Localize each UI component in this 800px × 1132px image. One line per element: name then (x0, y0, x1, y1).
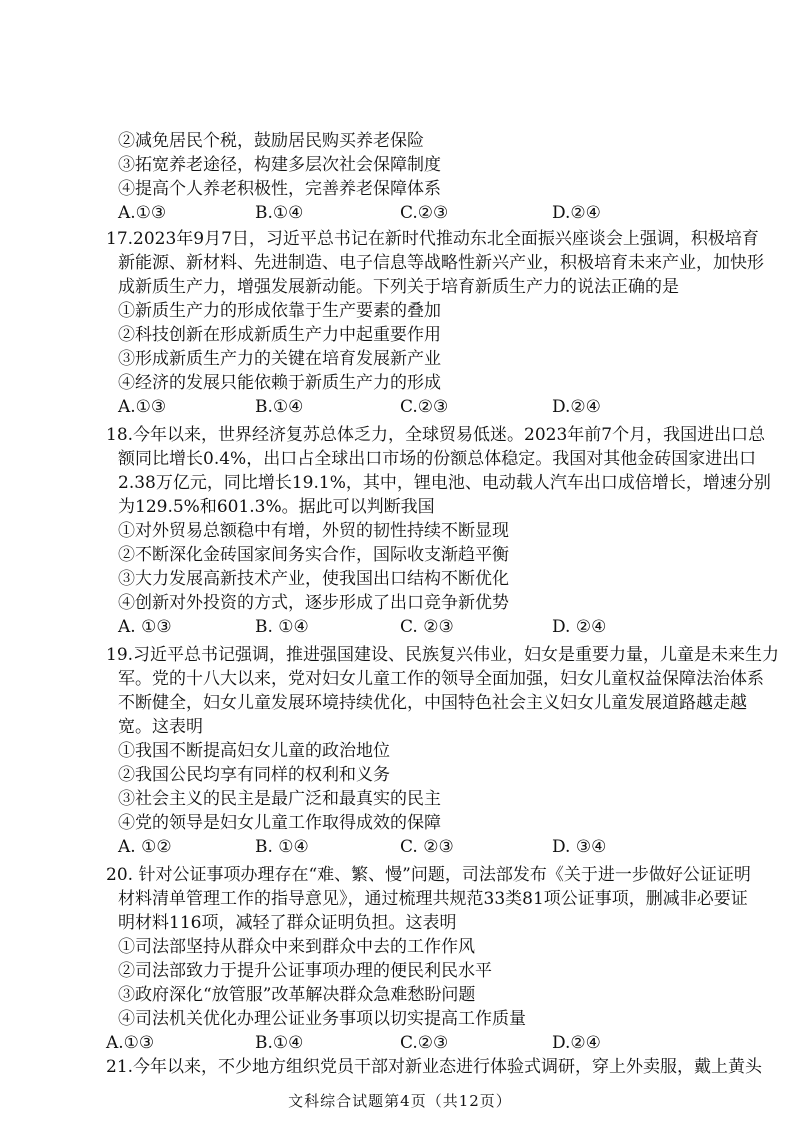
answer-choice-c: C. ②③ (400, 837, 454, 857)
question-stem-line: 新能源、新材料、先进制造、电子信息等战略性新兴产业，积极培育未来产业，加快形 (118, 253, 764, 273)
answer-choice-c: C.②③ (400, 203, 449, 223)
option-item: ②科技创新在形成新质生产力中起重要作用 (118, 325, 441, 345)
option-item: ②我国公民均享有同样的权利和义务 (118, 765, 390, 785)
answer-choice-c: C.②③ (400, 397, 449, 417)
question-stem-line: 17.2023年9月7日，习近平总书记在新时代推动东北全面振兴座谈会上强调，积极培育 (106, 229, 759, 249)
option-item: ④党的领导是妇女儿童工作取得成效的保障 (118, 813, 441, 833)
question-stem-line: 19.习近平总书记强调，推进强国建设、民族复兴伟业，妇女是重要力量，儿童是未来生力 (106, 645, 780, 665)
option-item: ④经济的发展只能依赖于新质生产力的形成 (118, 373, 441, 393)
option-item: ①对外贸易总额稳中有增，外贸的韧性持续不断显现 (118, 521, 509, 541)
answer-choice-d: D.②④ (552, 397, 601, 417)
question-stem-line: 宽。这表明 (118, 717, 203, 737)
question-stem-line: 18.今年以来，世界经济复苏总体乏力，全球贸易低迷。2023年前7个月，我国进出口总 (106, 425, 766, 445)
answer-choice-a: A. ①③ (118, 617, 172, 637)
answer-choice-b: B.①④ (255, 397, 304, 417)
option-item: ②减免居民个税，鼓励居民购买养老保险 (118, 131, 424, 151)
question-stem-line: 2.38万亿元，同比增长19.1%，其中，锂电池、电动载人汽车出口成倍增长，增速分别 (118, 473, 771, 493)
answer-choice-b: B.①④ (255, 1033, 304, 1053)
answer-choice-a: A.①③ (118, 203, 167, 223)
option-item: ④提高个人养老积极性，完善养老保障体系 (118, 179, 441, 199)
answer-choice-a: A. ①② (118, 837, 172, 857)
answer-choice-d: D.②④ (552, 203, 601, 223)
answer-choice-b: B. ①④ (255, 837, 309, 857)
option-item: ④司法机关优化办理公证业务事项以切实提高工作质量 (118, 1009, 526, 1029)
answer-choice-c: C. ②③ (400, 617, 454, 637)
option-item: ③拓宽养老途径，构建多层次社会保障制度 (118, 155, 441, 175)
answer-choice-c: C.②③ (400, 1033, 449, 1053)
answer-choice-b: B.①④ (255, 203, 304, 223)
question-stem-line: 军。党的十八大以来，党对妇女儿童工作的领导全面加强，妇女儿童权益保障法治体系 (118, 669, 764, 689)
question-stem-line: 明材料116项，减轻了群众证明负担。这表明 (118, 913, 457, 933)
option-item: ②不断深化金砖国家间务实合作，国际收支渐趋平衡 (118, 545, 509, 565)
answer-choice-d: D. ②④ (552, 617, 607, 637)
answer-choice-b: B. ①④ (255, 617, 309, 637)
question-stem-line: 为129.5%和601.3%。据此可以判断我国 (118, 497, 435, 517)
page-footer: 文科综合试题第4页（共12页） (288, 1092, 512, 1110)
question-stem-line: 20. 针对公证事项办理存在“难、繁、慢”问题，司法部发布《关于进一步做好公证证明 (106, 865, 751, 885)
option-item: ③社会主义的民主是最广泛和最真实的民主 (118, 789, 441, 809)
option-item: ③大力发展高新技术产业，使我国出口结构不断优化 (118, 569, 509, 589)
option-item: ①新质生产力的形成依靠于生产要素的叠加 (118, 301, 441, 321)
question-stem-line: 21.今年以来，不少地方组织党员干部对新业态进行体验式调研，穿上外卖服，戴上黄头 (106, 1057, 763, 1077)
question-stem-line: 不断健全，妇女儿童发展环境持续优化，中国特色社会主义妇女儿童发展道路越走越 (118, 693, 747, 713)
option-item: ④创新对外投资的方式，逐步形成了出口竞争新优势 (118, 593, 509, 613)
option-item: ②司法部致力于提升公证事项办理的便民利民水平 (118, 961, 492, 981)
question-stem-line: 成新质生产力，增强发展新动能。下列关于培育新质生产力的说法正确的是 (118, 277, 679, 297)
question-stem-line: 额同比增长0.4%，出口占全球出口市场的份额总体稳定。我国对其他金砖国家进出口 (118, 449, 757, 469)
answer-choice-d: D.②④ (552, 1033, 601, 1053)
answer-choice-d: D. ③④ (552, 837, 607, 857)
option-item: ①司法部坚持从群众中来到群众中去的工作作风 (118, 937, 475, 957)
answer-choice-a: A.①③ (106, 1033, 155, 1053)
option-item: ①我国不断提高妇女儿童的政治地位 (118, 741, 390, 761)
answer-choice-a: A.①③ (118, 397, 167, 417)
question-stem-line: 材料清单管理工作的指导意见》，通过梳理共规范33类81项公证事项，删减非必要证 (118, 889, 748, 909)
option-item: ③形成新质生产力的关键在培育发展新产业 (118, 349, 441, 369)
option-item: ③政府深化“放管服”改革解决群众急难愁盼问题 (118, 985, 476, 1005)
